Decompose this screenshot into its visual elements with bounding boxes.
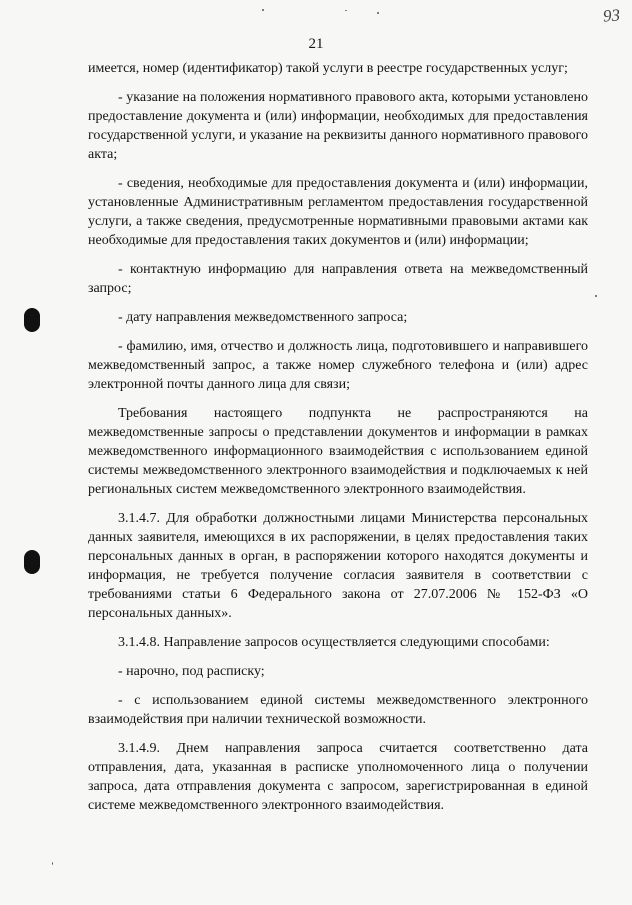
paragraph: - с использованием единой системы межведомственного электронного взаимодействия при наличии технической возможности. bbox=[88, 693, 588, 727]
scan-speck bbox=[262, 9, 264, 11]
punch-hole-lower bbox=[24, 550, 40, 574]
handwritten-page-mark: 93 bbox=[602, 5, 621, 26]
punch-hole-upper bbox=[24, 308, 40, 332]
paragraph: - указание на положения нормативного правового акта, которыми установлено предоставление документа и (или) информации, необходимых для предоставления государственной услуги, и указание на реквизиты данного нормативного правового акта; bbox=[88, 90, 588, 162]
document-body bbox=[88, 59, 588, 825]
paragraph: 3.1.4.7. Для обработки должностными лицами Министерства персональных данных заявителя, имеющихся в их распоряжении, в целях предоставления таких персональных данных в орган, в распоряжении которого находятся документы и информация, не требуется получение согласия заявителя в соответствии с требованиями статьи 6 Федерального закона от 27.07.2006 № 152-ФЗ «О персональных данных». bbox=[88, 511, 588, 621]
page-number: 21 bbox=[308, 36, 324, 52]
scan-speck bbox=[345, 10, 347, 11]
paragraph: - дату направления межведомственного запроса; bbox=[118, 310, 408, 325]
scan-speck bbox=[595, 295, 597, 297]
paragraph: - нарочно, под расписку; bbox=[118, 664, 265, 679]
paragraph: 3.1.4.8. Направление запросов осуществляется следующими способами: bbox=[118, 635, 550, 650]
paragraph: - сведения, необходимые для предоставления документа и (или) информации, установленные Административным регламентом предоставления государственной услуги, а также сведения, предусмотренные нормативными правовыми актами как необходимые для предоставления таких документов и (или) информации; bbox=[88, 176, 588, 248]
paragraph: - контактную информацию для направления ответа на межведомственный запрос; bbox=[88, 262, 588, 296]
paragraph: - фамилию, имя, отчество и должность лица, подготовившего и направившего межведомственный запрос, а также номер служебного телефона и (или) адрес электронной почты данного лица для связи; bbox=[88, 339, 588, 392]
paragraph: Требования настоящего подпункта не распространяются на межведомственные запросы о представлении документов и информации в рамках межведомственного информационного взаимодействия с использованием единой системы межведомственного электронного взаимодействия и подключаемых к ней региональных систем межведомственного электронного взаимодействия. bbox=[88, 406, 588, 497]
paragraph: имеется, номер (идентификатор) такой услуги в реестре государственных услуг; bbox=[88, 61, 568, 76]
scan-speck bbox=[377, 12, 379, 14]
paragraph: 3.1.4.9. Днем направления запроса считается соответственно дата отправления, дата, указанная в расписке уполномоченного лица о получении запроса, дата отправления документа с запросом, зарегистрированная в единой системе межведомственного электронного взаимодействия. bbox=[88, 741, 588, 813]
scan-speck bbox=[52, 862, 53, 865]
